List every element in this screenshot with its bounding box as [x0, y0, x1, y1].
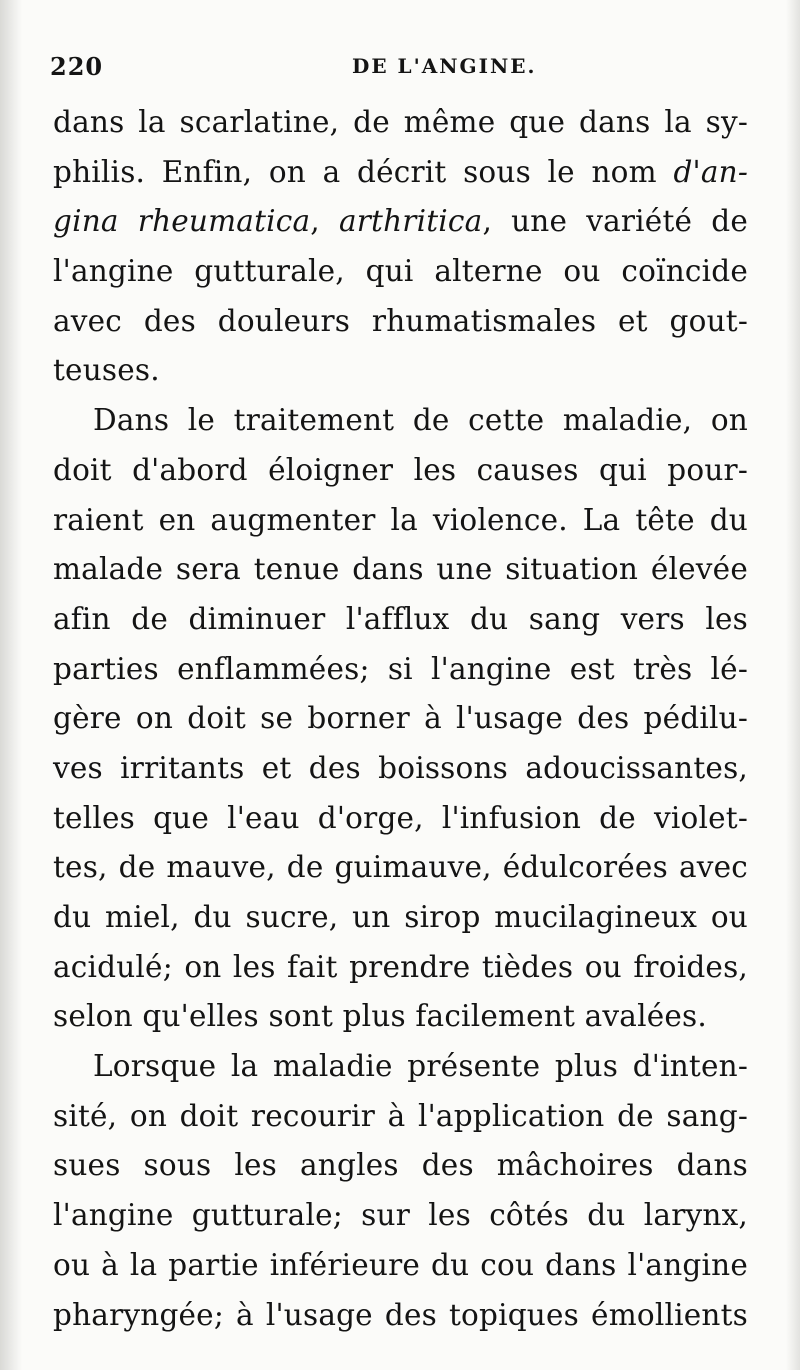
- text-line: Dans le traitement de cette maladie, on: [93, 403, 748, 438]
- text-line: gère on doit se borner à l'usage des pédilu-: [53, 701, 748, 736]
- text-line: parties enflammées; si l'angine est très lé-: [53, 651, 748, 686]
- text-line: pharyngée; à l'usage des topiques émollients: [53, 1297, 748, 1332]
- text-line: tes, de mauve, de guimauve, édulcorées avec: [53, 850, 748, 885]
- text-line: philis. Enfin, on a décrit sous le nom d'an-: [53, 154, 748, 189]
- italic-term: gina rheumatica: [53, 204, 311, 239]
- running-head: DE L'ANGINE.: [352, 54, 537, 78]
- text-line: l'angine gutturale; sur les côtés du larynx,: [53, 1198, 748, 1233]
- italic-term: arthritica: [338, 204, 483, 239]
- text-line: avec des douleurs rhumatismales et gout-: [53, 303, 748, 338]
- page-header: [50, 52, 748, 88]
- text-line: telles que l'eau d'orge, l'infusion de violet-: [53, 800, 748, 835]
- text-line: l'angine gutturale, qui alterne ou coïncide: [53, 254, 748, 289]
- text-line: selon qu'elles sont plus facilement avalées.: [53, 999, 707, 1034]
- text-line: acidulé; on les fait prendre tièdes ou froides,: [53, 949, 748, 984]
- body-text: [53, 98, 748, 1340]
- text-line: ves irritants et des boissons adoucissantes,: [53, 750, 748, 785]
- text-line: dans la scarlatine, de même que dans la sy-: [53, 105, 748, 139]
- text-line: teuses.: [53, 353, 160, 388]
- text-line: raient en augmenter la violence. La tête du: [53, 502, 748, 537]
- text-line: du miel, du sucre, un sirop mucilagineux ou: [53, 900, 748, 934]
- text-line: sues sous les angles des mâchoires dans: [53, 1148, 748, 1183]
- text-line: Lorsque la maladie présente plus d'inten-: [93, 1049, 748, 1084]
- text-line: ou à la partie inférieure du cou dans l'angine: [53, 1247, 748, 1282]
- text-line: afin de diminuer l'afflux du sang vers les: [53, 601, 748, 636]
- text-line: doit d'abord éloigner les causes qui pour-: [53, 452, 748, 487]
- italic-term: d'an-: [673, 154, 748, 189]
- text-line: sité, on doit recourir à l'application de sang-: [53, 1098, 748, 1133]
- page-number: 220: [50, 52, 104, 81]
- text-line: gina rheumatica, arthritica, une variété de: [53, 204, 748, 239]
- text-line: malade sera tenue dans une situation élevée: [53, 552, 748, 587]
